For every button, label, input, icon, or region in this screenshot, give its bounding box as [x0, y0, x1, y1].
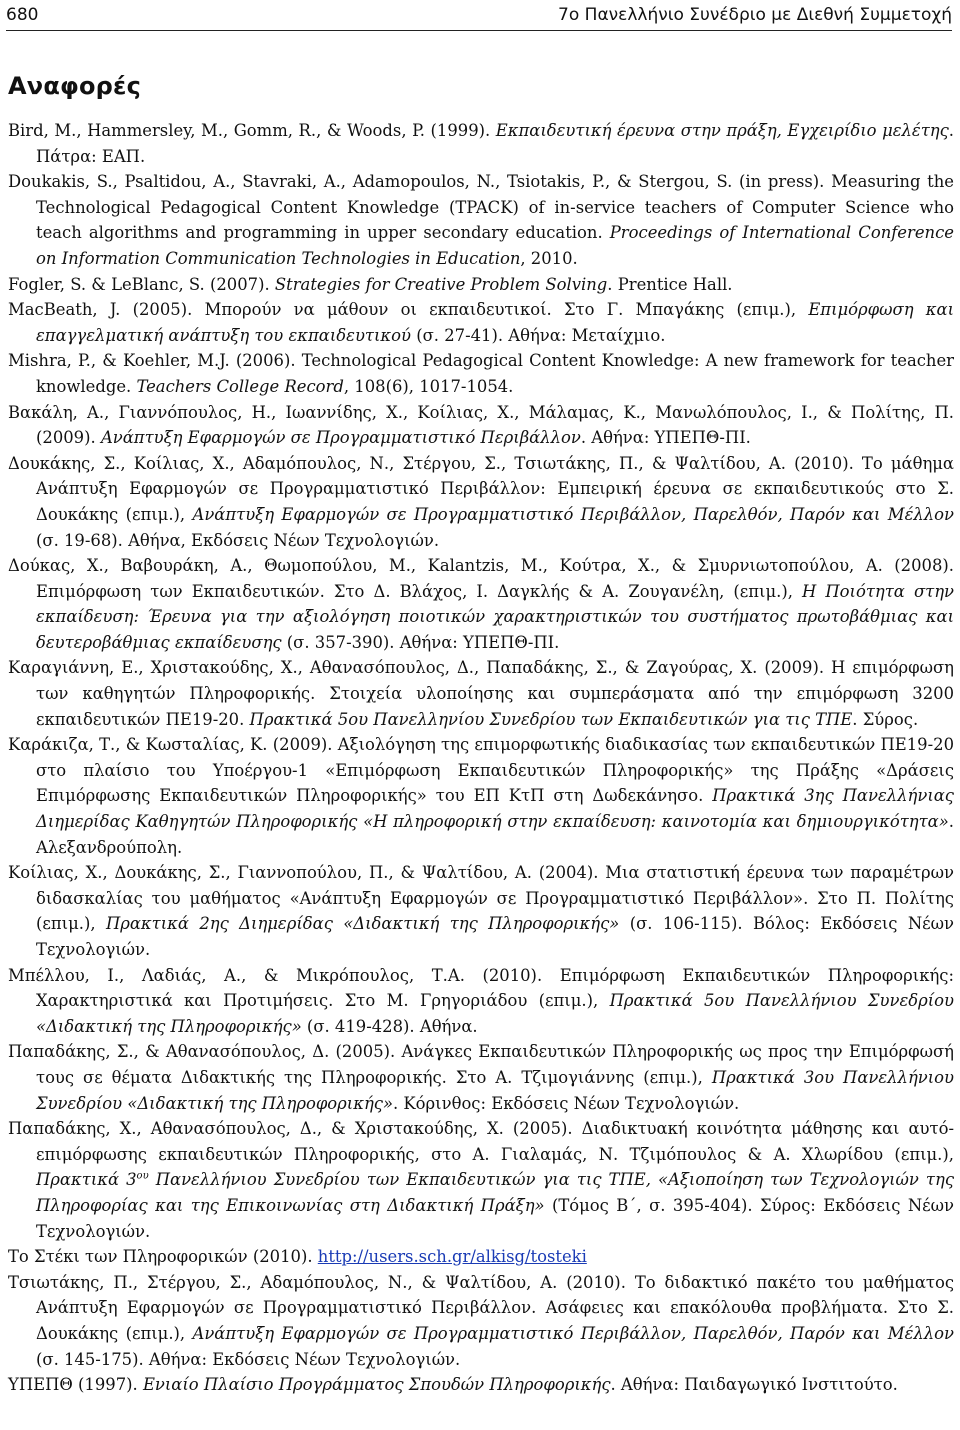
reference-text: . Prentice Hall. [607, 274, 733, 294]
reference-link[interactable]: http://users.sch.gr/alkisg/tosteki [317, 1247, 587, 1267]
section-title: Αναφορές [8, 72, 142, 100]
reference-text: Mishra, P., & Koehler, M.J. (2006). Technological Pedagogical Content Knowledge: A new framework for teacher knowledge. [8, 351, 954, 396]
reference-entry [8, 732, 954, 860]
reference-italic-text: Η Ποιότητα στην εκπαίδευση: Έρευνα για την αξιολόγηση ποιοτικών χαρακτηριστικών του συστήματος πρωτοβάθμιας και δευτεροβάθμιας εκπαίδευσης [36, 581, 954, 652]
reference-entry [8, 1039, 954, 1116]
reference-entry [8, 1270, 954, 1372]
reference-italic-text: Strategies for Creative Problem Solving [274, 274, 608, 294]
reference-text: Καραγιάννη, Ε., Χριστακούδης, Χ., Αθανασόπουλος, Δ., Παπαδάκης, Σ., & Ζαγούρας, Χ. (2009). Η επιμόρφωση των καθηγητών Πληροφορικής. Στοιχεία υλοποίησης και συμπεράσματα από την επιμόρφωση 3200 εκπαιδευτικών ΠΕ19-20. [8, 658, 954, 729]
reference-entry [8, 860, 954, 962]
reference-text: Δούκας, Χ., Βαβουράκη, Α., Θωμοπούλου, Μ., Kalantzis, M., Κούτρα, Χ., & Σμυρνιωτοπούλου, Α. (2008). Επιμόρφωση των Εκπαιδευτικών. Στο Δ. Βλάχος, Ι. Δαγκλής & Α. Ζουγανέλη, (επιμ.), [8, 556, 954, 601]
reference-text: (σ. 106-115). Βόλος: Εκδόσεις Νέων Τεχνολογιών. [36, 914, 954, 959]
reference-text: (σ. 419-428). Αθήνα. [301, 1016, 478, 1036]
reference-text: Το Στέκι των Πληροφορικών (2010). [8, 1247, 318, 1267]
reference-text: Παπαδάκης, Σ., & Αθανασόπουλος, Δ. (2005). Ανάγκες Εκπαιδευτικών Πληροφορικής ως προς την Επιμόρφωσή τους σε θέματα Διδακτικής της Πληροφορικής. Στο Α. Τζιμογιάννης (επιμ.), [8, 1042, 954, 1087]
reference-text: (σ. 19-68). Αθήνα, Εκδόσεις Νέων Τεχνολογιών. [36, 530, 440, 550]
reference-italic-text: Ανάπτυξη Εφαρμογών σε Προγραμματιστικό Περιβάλλον, Παρελθόν, Παρόν και Μέλλον [192, 1323, 954, 1343]
reference-text: (σ. 27-41). Αθήνα: Μεταίχμιο. [411, 325, 666, 345]
reference-text: (σ. 145-175). Αθήνα: Εκδόσεις Νέων Τεχνολογιών. [36, 1349, 461, 1369]
reference-italic-text: Εκπαιδευτική έρευνα στην πράξη, Εγχειρίδιο μελέτης [495, 121, 949, 140]
reference-entry [8, 655, 954, 732]
reference-italic-text: Πρακτικά 5ου Πανελλήνιου Συνεδρίου «Διδακτική της Πληροφορικής» [36, 991, 955, 1036]
reference-entry [8, 1244, 954, 1270]
reference-italic-text: Πρακτικά 5ου Πανελληνίου Συνεδρίου των Εκπαιδευτικών για τις ΤΠΕ [249, 709, 853, 729]
reference-text: Καράκιζα, Τ., & Κωσταλίας, Κ. (2009). Αξιολόγηση της επιμορφωτικής διαδικασίας των εκπαιδευτικών ΠΕ19-20 στο πλαίσιο του Υποέργου-1 «Επιμόρφωση Εκπαιδευτικών Πληροφορικής» της Πράξης «Δράσεις Επιμόρφωσης Εκπαιδευτικών Πληροφορικής» του ΕΠ ΚτΠ στη Δωδεκάνησο. [8, 735, 954, 806]
running-title: 7ο Πανελλήνιο Συνέδριο με Διεθνή Συμμετοχή [558, 5, 952, 25]
reference-text: . Πάτρα: ΕΑΠ. [36, 121, 955, 166]
reference-entry [8, 553, 954, 655]
reference-text: . Αθήνα: Παιδαγωγικό Ινστιτούτο. [610, 1375, 898, 1395]
reference-italic-text: Πρακτικά 3 [36, 1170, 137, 1190]
reference-text: , 2010. [520, 248, 578, 268]
reference-list [8, 118, 954, 1398]
running-header [6, 4, 952, 31]
reference-italic-text: Πρακτικά 3ου Πανελλήνιου Συνεδρίου «Διδακτική της Πληροφορικής» [36, 1067, 954, 1113]
reference-italic-text: Teachers College Record [136, 376, 344, 396]
reference-italic-text: Επιμόρφωση και επαγγελματική ανάπτυξη του εκπαιδευτικού [36, 300, 955, 345]
reference-entry [8, 451, 954, 553]
reference-italic-text: Πρακτικά 2ης Διημερίδας «Διδακτική της Πληροφορικής» [105, 914, 620, 934]
reference-text: Doukakis, S., Psaltidou, A., Stavraki, A., Adamopoulos, N., Tsiotakis, P., & Stergou, S. (in press). Measuring the Technological Pedagogical Content Knowledge (TPACK) of in-service teachers of Computer Science who teach algorithms and programming in upper secondary education. [8, 172, 954, 243]
reference-text: Βακάλη, Α., Γιαννόπουλος, Η., Ιωαννίδης, Χ., Κοίλιας, Χ., Μάλαμας, Κ., Μανωλόπουλος, Ι., & Πολίτης, Π. (2009). [8, 402, 954, 448]
reference-entry [8, 400, 954, 451]
reference-text: Fogler, S. & LeBlanc, S. (2007). [8, 274, 275, 294]
reference-italic-text: Ενιαίο Πλαίσιο Προγράμματος Σπουδών Πληροφορικής [142, 1375, 611, 1395]
reference-text: . Κόρινθος: Εκδόσεις Νέων Τεχνολογιών. [393, 1093, 740, 1113]
reference-italic-text: Πανελλήνιου Συνεδρίου των Εκπαιδευτικών για τις ΤΠΕ, «Αξιοποίηση των Τεχνολογιών της Πληροφορίας και της Επικοινωνίας στη Διδακτική Πράξη» [36, 1170, 954, 1215]
reference-entry [8, 963, 954, 1040]
reference-text: (Τόμος Β΄, σ. 395-404). Σύρος: Εκδόσεις Νέων Τεχνολογιών. [36, 1195, 954, 1241]
reference-entry [8, 272, 954, 298]
reference-text: Κοίλιας, Χ., Δουκάκης, Σ., Γιαννοπούλου, Π., & Ψαλτίδου, Α. (2004). Μια στατιστική έρευνα των παραμέτρων διδασκαλίας του μαθήματος «Ανάπτυξη Εφαρμογών σε Προγραμματιστικό Περιβάλλον». Στο Π. Πολίτης (επιμ.), [8, 863, 954, 934]
reference-text: ΥΠΕΠΘ (1997). [8, 1375, 143, 1395]
reference-superscript: ου [136, 1170, 149, 1182]
reference-text: . Αθήνα: ΥΠΕΠΘ-ΠΙ. [580, 428, 751, 448]
reference-entry [8, 118, 954, 169]
reference-italic-text: Πρακτικά 3ης Πανελλήνιας Διημερίδας Καθηγητών Πληροφορικής «Η πληροφορική στην εκπαίδευση: καινοτομία και δημιουργικότητα» [36, 786, 954, 832]
reference-entry [8, 169, 954, 271]
reference-text: . Σύρος. [852, 709, 919, 729]
reference-italic-text: Proceedings of International Conference on Information Communication Technologies in Education [36, 223, 954, 268]
reference-text: MacBeath, J. (2005). Μπορούν να μάθουν οι εκπαιδευτικοί. Στο Γ. Μπαγάκης (επιμ.), [8, 300, 809, 320]
reference-text: , 108(6), 1017-1054. [343, 376, 514, 396]
reference-italic-text: Ανάπτυξη Εφαρμογών σε Προγραμματιστικό Περιβάλλον, Παρελθόν, Παρόν και Μέλλον [192, 504, 954, 524]
reference-entry [8, 348, 954, 399]
reference-text: Τσιωτάκης, Π., Στέργου, Σ., Αδαμόπουλος, Ν., & Ψαλτίδου, Α. (2010). Το διδακτικό πακέτο του μαθήματος Ανάπτυξη Εφαρμογών σε Προγραμματιστικό Περιβάλλον. Ασάφειες και επακόλουθα προβλήματα. Στο Σ. Δουκάκης (επιμ.), [8, 1272, 954, 1343]
reference-entry [8, 297, 954, 348]
reference-text: . Αλεξανδρούπολη. [36, 812, 954, 857]
reference-entry [8, 1372, 954, 1398]
reference-text: Bird, M., Hammersley, M., Gomm, R., & Woods, P. (1999). [8, 121, 496, 140]
reference-text: Δουκάκης, Σ., Κοίλιας, Χ., Αδαμόπουλος, Ν., Στέργου, Σ., Τσιωτάκης, Π., & Ψαλτίδου, Α. (2010). Το μάθημα Ανάπτυξη Εφαρμογών σε Προγραμματιστικό Περιβάλλον: Εμπειρική έρευνα σε εκπαιδευτικούς στο Σ. Δουκάκης (επιμ.), [8, 453, 954, 524]
reference-text: (σ. 357-390). Αθήνα: ΥΠΕΠΘ-ΠΙ. [281, 632, 560, 652]
reference-text: Παπαδάκης, Χ., Αθανασόπουλος, Δ., & Χριστακούδης, Χ. (2005). Διαδικτυακή κοινότητα μάθησης και αυτό-επιμόρφωσης εκπαιδευτικών Πληροφορικής, στο Α. Γιαλαμάς, Ν. Τζιμόπουλος & Α. Χλωρίδου (επιμ.), [8, 1119, 954, 1164]
reference-italic-text: Ανάπτυξη Εφαρμογών σε Προγραμματιστικό Περιβάλλον [100, 428, 581, 448]
page-number: 680 [6, 5, 39, 25]
reference-text: Μπέλλου, Ι., Λαδιάς, Α., & Μικρόπουλος, Τ.Α. (2010). Επιμόρφωση Εκπαιδευτικών Πληροφορικής: Χαρακτηριστικά και Προτιμήσεις. Στο Μ. Γρηγοριάδου (επιμ.), [8, 965, 954, 1011]
reference-entry [8, 1116, 954, 1244]
